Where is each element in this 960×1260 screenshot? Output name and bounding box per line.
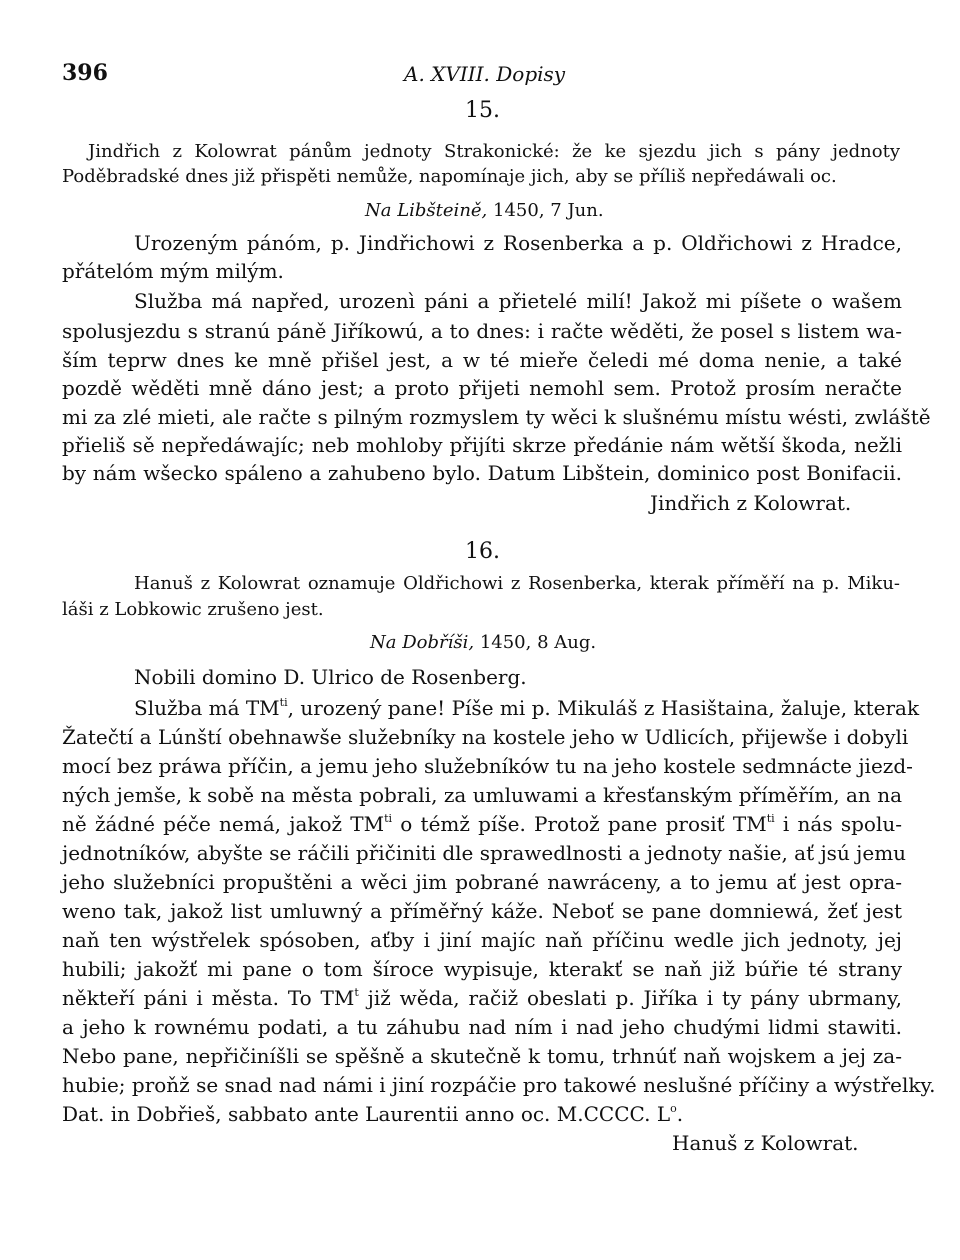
summary-line: láši z Lobkowic zrušeno jest.: [62, 599, 324, 620]
dateline-place: Na Dobříši,: [370, 632, 475, 653]
body-line: pozdě wěděti mně dáno jest; a proto přijeti nemohl sem. Protož prosím neračte: [62, 376, 902, 400]
summary-line: Poděbradské dnes již přispěti nemůže, napomínaje jich, aby se příliš nepředáwali oc.: [62, 166, 837, 187]
dateline: [370, 634, 596, 652]
body-line: weno tak, jakož list umluwný a příměřný káže. Neboť se pane domniewá, žeť jest: [62, 899, 902, 923]
dateline-date: 1450, 8 Aug.: [479, 632, 597, 653]
body-line: a jeho k rownému podati, a tu záhubu nad ním i nad jeho chudými lidmi stawiti.: [62, 1015, 902, 1039]
address-line: Nobili domino D. Ulrico de Rosenberg.: [134, 665, 527, 689]
summary-line: Hanuš z Kolowrat oznamuje Oldřichowi z Rosenberka, kterak příměří na p. Miku-: [134, 573, 900, 594]
body-line: Žatečtí a Lúnští obehnawše služebníky na kostele jeho w Udlicích, přijewše i dobyli: [62, 725, 909, 749]
body-line: mocí bez práwa příčin, a jemu jeho služebníków tu na jeho kostele sedmnácte jiezd-: [62, 754, 913, 778]
body-line: Nebo pane, nepřičiníšli se spěšně a skutečně k tomu, trhnúť naň wojskem a jej za-: [62, 1044, 902, 1068]
body-line: ším teprw dnes ke mně přišel jest, a w té mieře čeledi mé doma nenie, a také: [62, 348, 902, 372]
body-line: mi za zlé mieti, ale račte s pilným rozmyslem ty wěci k slušnému místu wésti, zwláště: [62, 405, 931, 429]
body-line: přieliš sě nepředáwajíc; neb mohloby přijíti skrze předánie nám wětší škoda, nežli: [62, 433, 902, 457]
dateline-date: 1450, 7 Jun.: [493, 200, 604, 221]
body-line: Služba má $TM^{ti}$, urozený pane! Píše mi p. Mikuláš z Hasištaina, žaluje, kterak: [134, 696, 920, 720]
body-line: Dat. in Dobřieš, sabbato ante Laurentii anno oc. M.CCCC. $L^o$.: [62, 1102, 684, 1126]
body-line: hubili; jakožť mi pane o tom šíroce wypisuje, kterakť se naň již búřie té strany: [62, 957, 902, 981]
letter-number: 16.: [465, 539, 500, 564]
body-line: Služba má napřed, urozenì páni a přietelé milí! Jakož mi píšete o wašem: [134, 289, 902, 313]
dateline: [365, 202, 604, 220]
body-line: jeho služebníci propuštěni a wěci jim pobrané nawráceny, a to jemu ať jest opra-: [62, 870, 902, 894]
running-head: A. XVIII. Dopisy: [404, 62, 566, 86]
page-number: 396: [62, 60, 108, 86]
body-line: ně žádné péče nemá, jakož $TM^{ti}$ o témž píše. Protož pane prosiť $TM^{ti}$ i nás spolu-: [62, 812, 902, 836]
address-line: přátelóm mým milým.: [62, 259, 284, 283]
address-line: Urozeným pánóm, p. Jindřichowi z Rosenberka a p. Oldřichowi z Hradce,: [134, 231, 902, 255]
body-line: spolusjezdu s stranú páně Jiříkowú, a to dnes: i račte wěděti, že posel s listem wa-: [62, 319, 902, 343]
letter-number: 15.: [465, 98, 500, 123]
body-line: hubie; proňž se snad nad námi i jiní rozpáčie pro takowé neslušné příčiny a wýstřelky.: [62, 1073, 936, 1097]
body-line: někteří páni i města. To $TM^t$ již wěda, račiž obeslati p. Jiříka i ty pány ubrmany,: [62, 986, 902, 1010]
body-line: ných jemše, k sobě na města pobrali, za umluwami a křesťanským příměřím, an na: [62, 783, 902, 807]
signature: Hanuš z Kolowrat.: [672, 1131, 859, 1155]
body-line: naň ten wýstřelek spósoben, aťby i jiní majíc naň příčinu wedle jich jednoty, jej: [62, 928, 902, 952]
dateline-place: Na Libšteině,: [365, 200, 488, 221]
body-line: by nám wšecko spáleno a zahubeno bylo. Datum Libštein, dominico post Bonifacii.: [62, 461, 902, 485]
summary-line: Jindřich z Kolowrat pánům jednoty Strakonické: že ke sjezdu jich s pány jednoty: [88, 141, 900, 162]
signature: Jindřich z Kolowrat.: [650, 491, 852, 515]
body-line: jednotníków, abyšte se ráčili přičiniti dle sprawedlnosti a jednoty našie, ať jsú jemu: [62, 841, 907, 865]
